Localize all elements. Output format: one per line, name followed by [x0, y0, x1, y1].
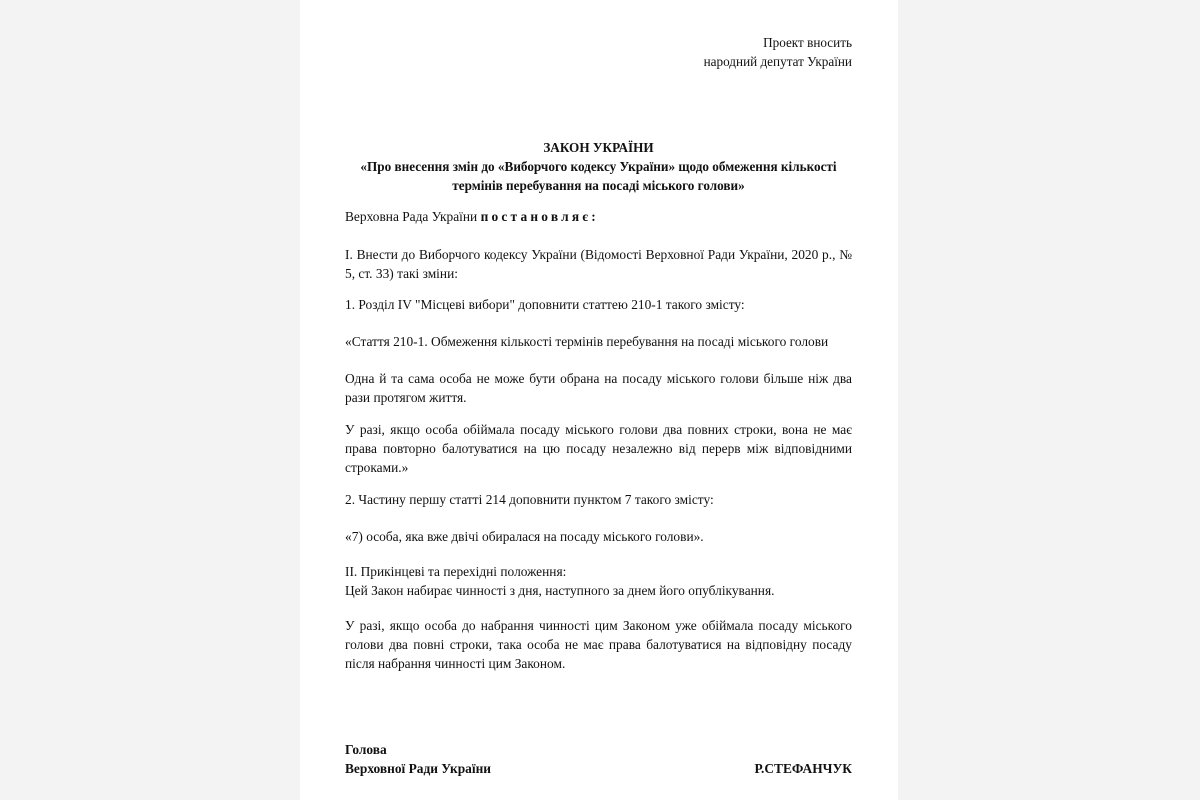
title-line-1: ЗАКОН УКРАЇНИ: [543, 140, 654, 155]
section-2-heading: II. Прикінцеві та перехідні положення:: [345, 564, 567, 579]
signature-name: Р.СТЕФАНЧУК: [754, 761, 852, 776]
preamble: [345, 207, 852, 226]
article-heading: «Стаття 210-1. Обмеження кількості термінів перебування на посаді міського голови: [345, 334, 829, 349]
submitter-note: [704, 33, 852, 71]
signature-role-line-1: Голова: [345, 742, 387, 757]
title-line-2: «Про внесення змін до «Виборчого кодексу України» щодо обмеження кількості: [360, 159, 837, 174]
amendment-item-1: 1. Розділ IV "Місцеві вибори" доповнити статтею 210-1 такого змісту:: [345, 297, 745, 312]
article-paragraph-1: Одна й та сама особа не може бути обрана на посаду міського голови більше ніж два рази протягом життя.: [345, 371, 852, 405]
preamble-prefix: Верховна Рада України: [345, 209, 481, 224]
section-2-paragraph-2: У разі, якщо особа до набрання чинності цим Законом уже обіймала посаду міського голови два повні строки, така особа не має права балотуватися на відповідну посаду після набрання чинності цим Законом.: [345, 618, 852, 671]
submitter-line-1: Проект вносить: [763, 35, 852, 50]
section-1-intro: I. Внести до Виборчого кодексу України (Відомості Верховної Ради України, 2020 р., № 5, ст. 33) такі зміни:: [345, 247, 852, 281]
amendment-item-2: 2. Частину першу статті 214 доповнити пунктом 7 такого змісту:: [345, 492, 714, 507]
submitter-line-2: народний депутат України: [703, 54, 852, 69]
signature-role: [345, 740, 491, 778]
section-2-paragraph-1: Цей Закон набирає чинності з дня, наступного за днем його опублікування.: [345, 583, 775, 598]
article-paragraph-2: У разі, якщо особа обіймала посаду міського голови два повних строки, вона не має права повторно балотуватися на цю посаду незалежно від перерв між відповідними строками.»: [345, 422, 852, 475]
law-title: [345, 138, 852, 195]
signature-role-line-2: Верховної Ради України: [345, 761, 492, 776]
preamble-resolves: постановляє:: [480, 209, 599, 224]
amendment-item-2-text: «7) особа, яка вже двічі обиралася на посаду міського голови».: [345, 529, 704, 544]
title-line-3: термінів перебування на посаді міського голови»: [452, 178, 745, 193]
